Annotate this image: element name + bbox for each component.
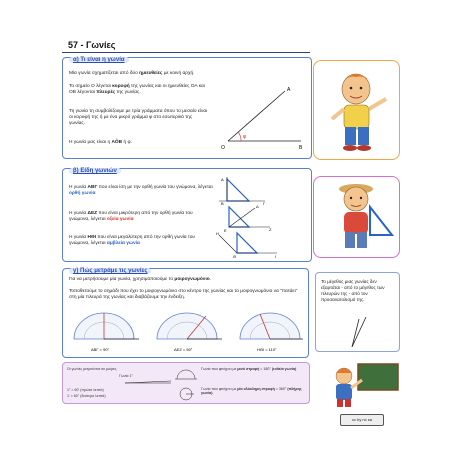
ray-oa	[228, 91, 285, 141]
section-a-heading: α) Τι είναι η γωνία	[69, 57, 129, 63]
bold-text: πλευρές	[96, 90, 116, 95]
text: Για να μετρήσουμε μία γωνία, χρησιμοποιούμε το	[69, 277, 175, 282]
angle-name: ΔΕΖ	[87, 211, 98, 216]
text: που είναι μικρότερη από την ορθή γωνία του γνώμονα, λέγεται	[69, 211, 193, 222]
text: .	[212, 391, 214, 396]
angle-name: ΑΒΓ	[87, 185, 98, 190]
fig-label: Δ	[256, 204, 259, 209]
section-c-panel	[62, 268, 309, 358]
teacher-chalkboard-image	[320, 362, 400, 408]
section-a-panel	[62, 57, 312, 159]
boy-with-setsquare-panel	[313, 176, 400, 258]
angle-kind: οξεία γωνία	[106, 217, 134, 222]
half-turn-figure	[175, 369, 197, 381]
bold-text: κορυφή	[112, 84, 130, 89]
text: που είναι μεγαλύτερη από την ορθή γωνία του γνώμονα, λέγεται	[69, 235, 196, 246]
set-square-2	[229, 207, 249, 227]
fig-label: Ι	[275, 254, 277, 259]
angle-arc	[238, 132, 241, 141]
angle-types-figure	[215, 175, 307, 259]
full-turn-figure	[177, 387, 195, 401]
label-a: Α	[287, 87, 291, 93]
fig-label: Γ	[263, 201, 266, 206]
degree-label: Γωνία 1°	[119, 374, 133, 378]
fig-label: Β	[221, 201, 224, 206]
protractors-figure	[69, 309, 305, 355]
fig-label: Ε	[224, 228, 227, 233]
teacher-illustration	[320, 362, 400, 408]
bold-text: μισό στροφή	[237, 367, 260, 371]
section-b-right-angle	[69, 185, 214, 197]
text: .	[296, 367, 298, 371]
section-a-p3: Τη γωνία τη συμβολίζουμε με τρία γράμματα όπου το μεσαίο είναι οι κορυφή της ή με ένα μικρό γράμμα φ στο εσωτερικό της γωνίας.	[69, 109, 208, 126]
text: Γωνία που φτιάχνει με	[201, 367, 238, 371]
angle-kind: ορθή γωνία	[69, 191, 96, 196]
thin-angle-figure	[344, 315, 374, 349]
fig-label: Α	[221, 177, 224, 182]
protractor-110	[240, 313, 303, 339]
side-note-text: Το μέγεθος μιας γωνίας δεν εξαρτάται - από το μέγεθος των πλευρών της - από τον προσανατολισμό της.	[321, 279, 385, 302]
bold-text: (πλήρης γωνία)	[201, 387, 302, 396]
angle-name: ΗΘΙ	[87, 235, 97, 240]
minute-line: 1° = 60' (πρώτα λεπτά)	[67, 388, 104, 392]
text: Μία γωνία σχηματίζεται από δύο	[69, 71, 140, 76]
section-b-acute-angle	[69, 211, 214, 223]
section-c-p2: Τοποθετούμε το σημάδι που έχει το μοιρογνωμόνιο στο κέντρο της γωνίας και το μοιρογνωμόνιο να "πατάει" στη μία πλευρά της γωνίας και διαβάζουμε την ένδειξη.	[69, 289, 298, 300]
cartoon-boy-image	[314, 177, 399, 257]
label-o: Ο	[221, 145, 225, 151]
fig-label: Θ	[233, 254, 237, 259]
set-square-1	[227, 179, 249, 201]
text: Η γωνία	[69, 185, 88, 190]
text: Η γωνία	[69, 235, 88, 240]
text: Το σημείο Ο λέγεται	[69, 84, 113, 89]
text: Η γωνία μας είναι η	[69, 140, 112, 145]
text: με κοινή αρχή.	[162, 71, 195, 76]
set-square-3	[237, 233, 257, 253]
protractor-50	[157, 313, 222, 339]
boy-illustration-panel	[313, 60, 400, 160]
fig-label: Η	[216, 231, 219, 236]
text: Η γωνία	[69, 211, 88, 216]
section-a-p4	[69, 140, 219, 146]
page-title: 57 - Γωνίες	[68, 40, 116, 50]
bold-text: ΑÔΒ	[111, 140, 123, 145]
bold-text: (ευθεία γωνία)	[271, 367, 297, 371]
second-line: 1' = 60'' (δεύτερα λεπτά)	[67, 394, 106, 398]
full-angle-text	[201, 387, 305, 396]
license-text: cc by nc sa	[351, 417, 372, 422]
section-a-p2	[69, 84, 209, 96]
side-note-box	[315, 272, 400, 352]
text: της γωνίας και οι ημιευθείες ΟΑ και ΟΒ λέγονται	[69, 84, 205, 95]
cc-license-badge	[340, 414, 384, 426]
units-box	[62, 362, 310, 404]
angle-kind: αμβλεία γωνία	[106, 241, 140, 246]
measure-label: ΗΘΙ = 110°	[257, 347, 277, 352]
cartoon-boy-image	[314, 61, 399, 159]
text: που είναι ίση με την ορθή γωνία του γνώμονα, λέγεται	[97, 185, 213, 190]
measure-label: ΔΕΖ = 50°	[174, 347, 193, 352]
section-b-panel	[62, 168, 312, 262]
title-rule	[62, 52, 310, 53]
bold-text: ημιευθείες	[139, 71, 163, 76]
text: = 360°	[274, 387, 288, 391]
text: .	[209, 277, 212, 282]
bold-text: μία ολόκληρη στροφή	[237, 387, 275, 391]
label-b: Β	[299, 145, 303, 151]
protractor-90	[74, 313, 139, 339]
section-a-p1	[69, 71, 309, 77]
units-title: Οι γωνίες μετρούνται σε μοίρες.	[67, 367, 118, 371]
section-b-obtuse-angle	[69, 235, 214, 247]
text: της γωνίας.	[115, 90, 141, 95]
section-c-p1	[69, 277, 305, 283]
bold-text: μοιρογνωμόνιο	[174, 277, 210, 282]
text: = 180°	[259, 367, 272, 371]
text: ή φ.	[122, 140, 132, 145]
angle-figure	[213, 83, 308, 153]
section-b-heading: β) Είδη γωνιών	[69, 168, 121, 174]
measure-label: ΑΒΓ = 90°	[91, 347, 110, 352]
text: Γωνία που φτιάχνει με	[201, 387, 238, 391]
label-phi: φ	[243, 134, 247, 140]
section-c-heading: γ) Πώς μετράμε τις γωνίες	[69, 268, 151, 274]
straight-angle-text	[201, 367, 305, 371]
one-degree-figure	[123, 379, 173, 385]
fig-label: Ζ	[269, 227, 272, 232]
